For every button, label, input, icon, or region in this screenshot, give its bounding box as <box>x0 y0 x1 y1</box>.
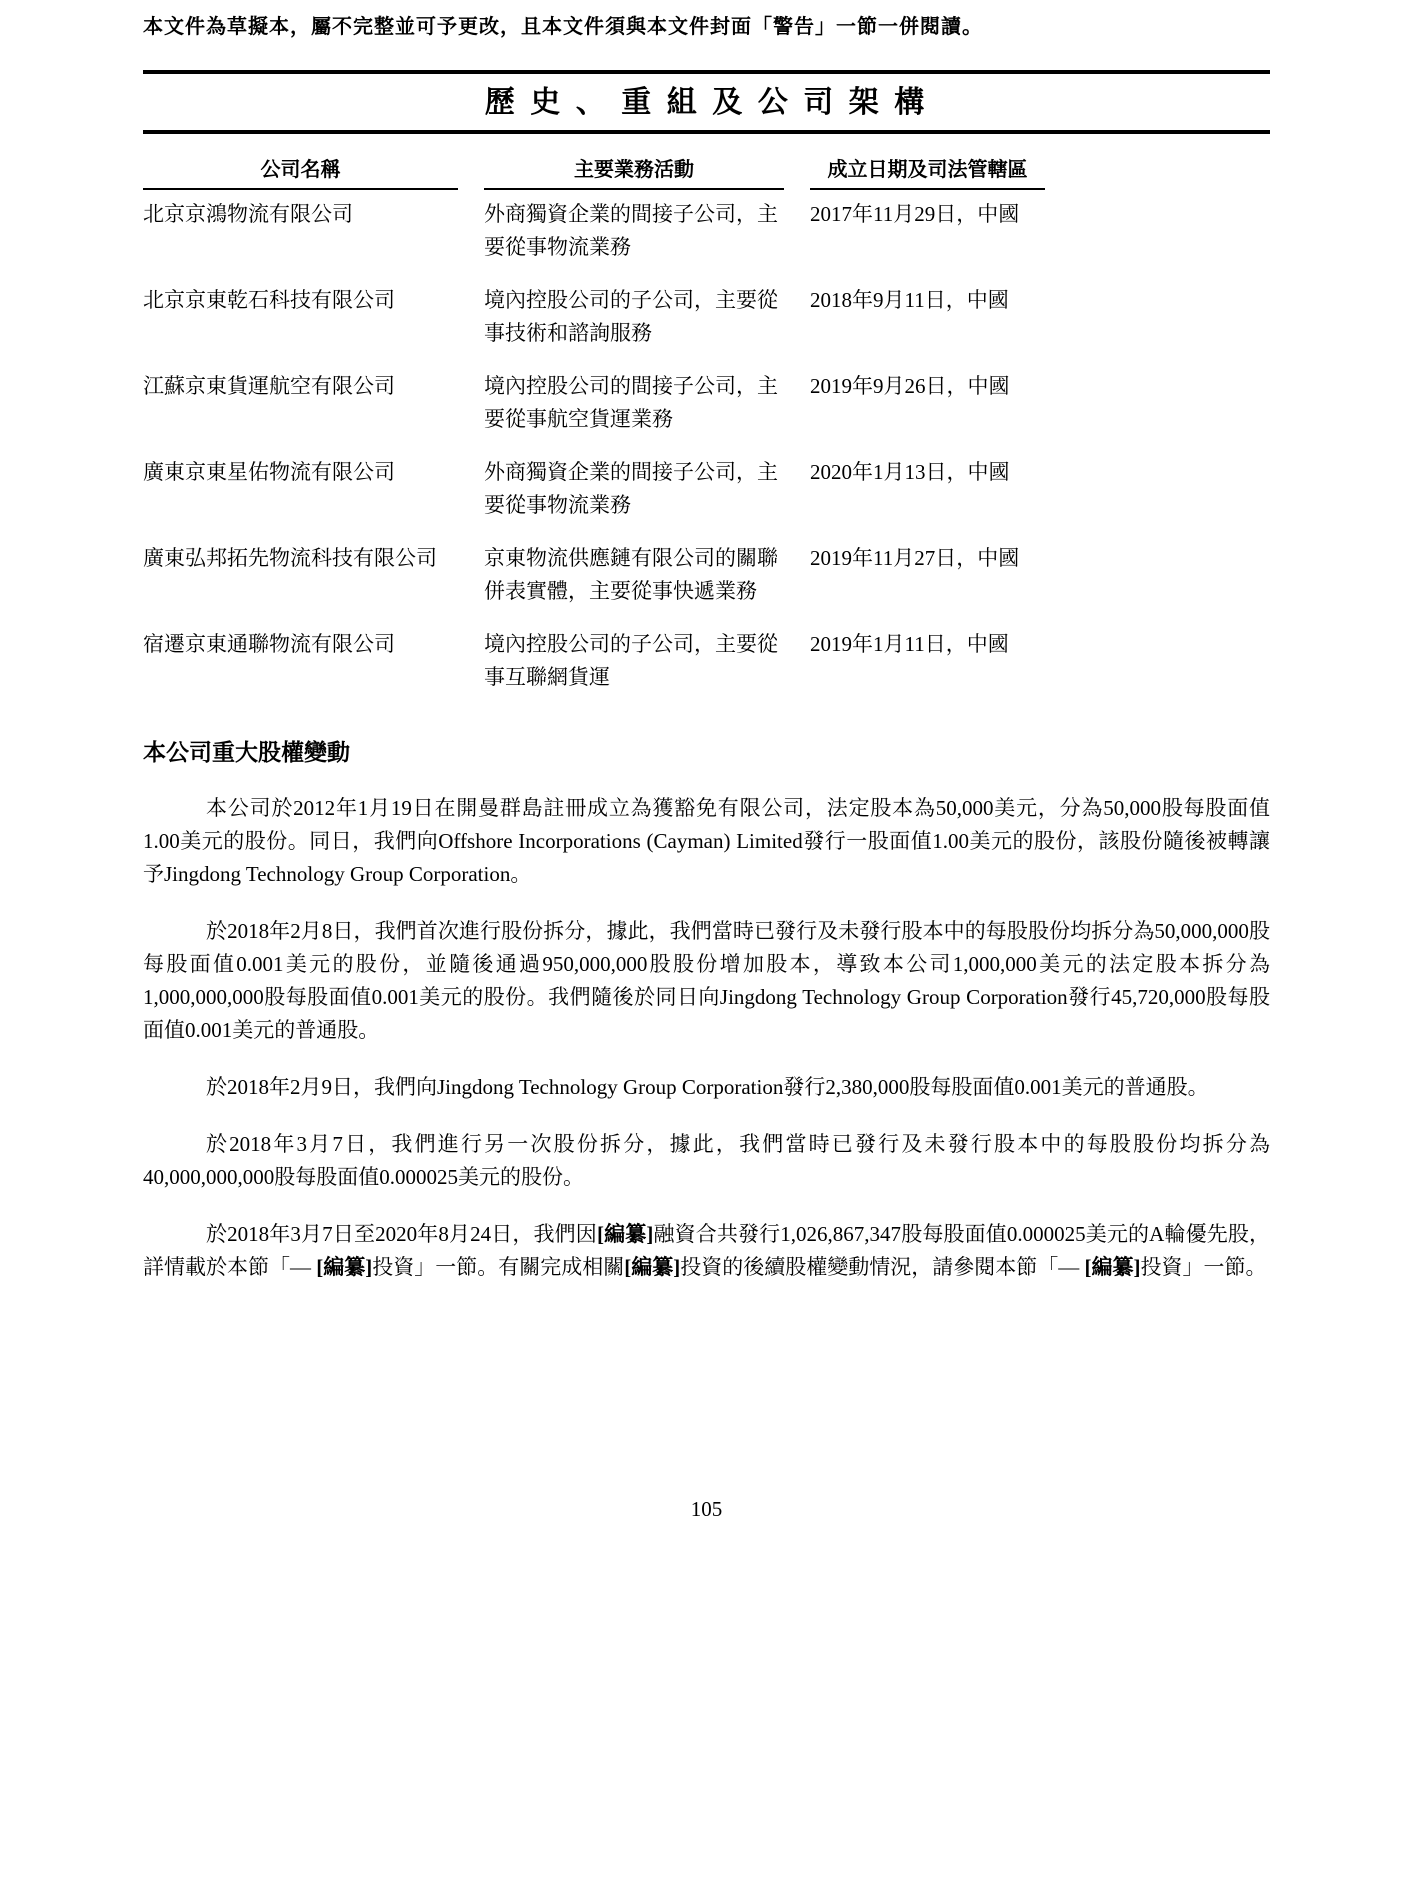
section-heading-equity-changes: 本公司重大股權變動 <box>143 740 350 765</box>
company-table <box>143 158 1270 694</box>
paragraph-preferred-share-financing: 於2018年3月7日至2020年8月24日，我們因[編纂]融資合共發行1,026,867,347股每股面值0.000025美元的A輪優先股，詳情載於本節「— [編纂]投資」一節。有關完成相關[編纂]投資的後續股權變動情況，請參閱本節「— [編纂]投資」一節。 <box>143 1222 1271 1279</box>
table-row <box>143 542 1270 608</box>
cell-company-name: 廣東弘邦拓先物流科技有限公司 <box>143 546 437 570</box>
page-title: 歷 史 、 重 組 及 公 司 架 構 <box>484 86 929 119</box>
cell-business: 境內控股公司的間接子公司，主要從事航空貨運業務 <box>484 374 778 431</box>
page-content <box>143 0 1270 1284</box>
cell-established: 2020年1月13日，中國 <box>810 460 1010 484</box>
col-header-company-name: 公司名稱 <box>143 158 458 190</box>
cell-company-name: 北京京鴻物流有限公司 <box>143 202 353 226</box>
title-rule-bottom <box>143 130 1270 134</box>
draft-disclaimer: 本文件為草擬本，屬不完整並可予更改，且本文件須與本文件封面「警告」一節一併閱讀。 <box>143 16 983 38</box>
cell-company-name: 北京京東乾石科技有限公司 <box>143 288 395 312</box>
paragraph-incorporation: 本公司於2012年1月19日在開曼群島註冊成立為獲豁免有限公司，法定股本為50,000美元，分為50,000股每股面值1.00美元的股份。同日，我們向Offshore Incorporations (Cayman) Limited發行一股面值1.00美元的股份，該股份隨後被轉讓予Jingdong Technology Group Corporation。 <box>143 796 1270 886</box>
table-row <box>143 628 1270 694</box>
cell-business: 外商獨資企業的間接子公司，主要從事物流業務 <box>484 460 778 517</box>
cell-company-name: 江蘇京東貨運航空有限公司 <box>143 374 395 398</box>
table-row <box>143 456 1270 522</box>
col-header-principal-business: 主要業務活動 <box>484 158 784 190</box>
cell-established: 2017年11月29日，中國 <box>810 202 1020 226</box>
paragraph-first-share-split: 於2018年2月8日，我們首次進行股份拆分，據此，我們當時已發行及未發行股本中的每股股份均拆分為50,000,000股每股面值0.001美元的股份，並隨後通過950,000,000股股份增加股本，導致本公司1,000,000美元的法定股本拆分為1,000,000,000股每股面值0.001美元的股份。我們隨後於同日向Jingdong Technology Group Corporation發行45,720,000股每股面值0.001美元的普通股。 <box>143 919 1270 1042</box>
cell-company-name: 宿遷京東通聯物流有限公司 <box>143 632 395 656</box>
cell-business: 境內控股公司的子公司，主要從事技術和諮詢服務 <box>484 288 778 345</box>
page-number: 105 <box>690 1497 723 1521</box>
cell-established: 2018年9月11日，中國 <box>810 288 1009 312</box>
cell-established: 2019年1月11日，中國 <box>810 632 1009 656</box>
table-row <box>143 284 1270 350</box>
col-header-establishment-jurisdiction: 成立日期及司法管轄區 <box>810 158 1045 190</box>
cell-established: 2019年9月26日，中國 <box>810 374 1010 398</box>
cell-business: 外商獨資企業的間接子公司，主要從事物流業務 <box>484 202 778 259</box>
paragraph-second-share-split: 於2018年3月7日，我們進行另一次股份拆分，據此，我們當時已發行及未發行股本中的每股股份均拆分為40,000,000,000股每股面值0.000025美元的股份。 <box>143 1132 1270 1189</box>
table-row <box>143 370 1270 436</box>
cell-company-name: 廣東京東星佑物流有限公司 <box>143 460 395 484</box>
paragraph-share-issue-2018-02-09: 於2018年2月9日，我們向Jingdong Technology Group Corporation發行2,380,000股每股面值0.001美元的普通股。 <box>206 1075 1209 1099</box>
table-row <box>143 198 1270 264</box>
cell-established: 2019年11月27日，中國 <box>810 546 1020 570</box>
cell-business: 境內控股公司的子公司，主要從事互聯網貨運 <box>484 632 778 689</box>
title-rule-top <box>143 70 1270 74</box>
cell-business: 京東物流供應鏈有限公司的關聯併表實體，主要從事快遞業務 <box>484 546 778 603</box>
table-header-row <box>143 158 1270 190</box>
